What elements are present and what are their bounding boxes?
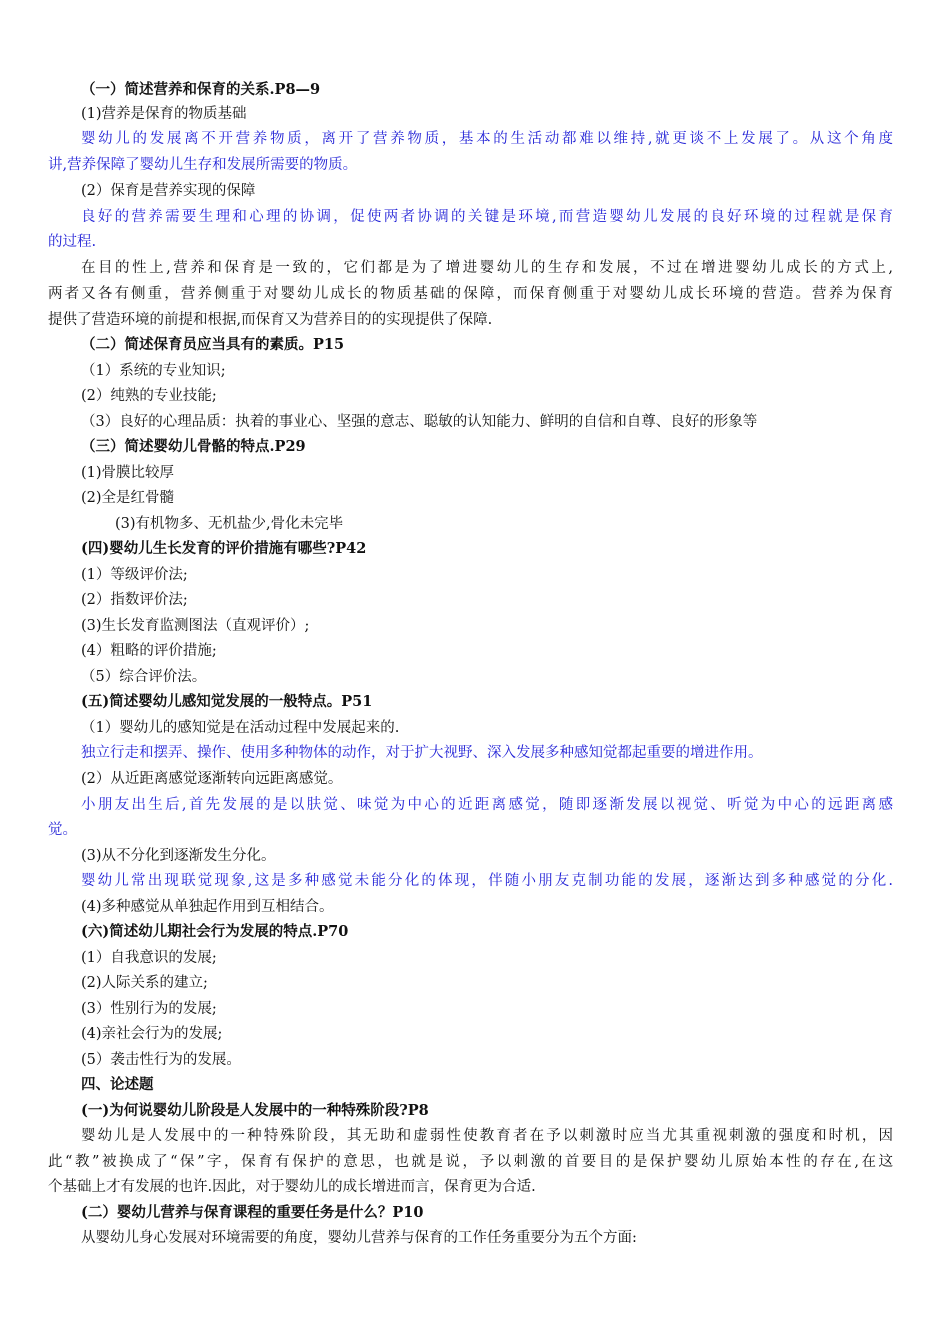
list-item: (4)亲社会行为的发展; — [81, 1026, 223, 1042]
list-item: (1)营养是保育的物质基础 — [81, 106, 247, 122]
list-item: (2）纯熟的专业技能; — [81, 388, 217, 404]
paragraph-line: 的过程. — [48, 234, 97, 250]
paragraph-line: 良好的营养需要生理和心理的协调，促使两者协调的关键是环境,而营造婴幼儿发展的良好环境的过程就是保育 — [81, 209, 893, 225]
list-item: (2)人际关系的建立; — [81, 975, 208, 991]
paragraph-line: 独立行走和摆弄、操作、使用多种物体的动作，对于扩大视野、深入发展多种感知觉都起重要的增进作用。 — [81, 745, 763, 761]
list-item: （5）综合评价法。 — [81, 669, 207, 685]
list-item: (4)多种感觉从单独起作用到互相结合。 — [81, 899, 334, 915]
list-item: （3）良好的心理品质：执着的事业心、坚强的意志、聪敏的认知能力、鲜明的自信和自尊、良好的形象等 — [81, 414, 758, 430]
list-item: (3)生长发育监测图法（直观评价）; — [81, 618, 310, 634]
section-heading-4: (四)婴幼儿生长发育的评价措施有哪些?P42 — [81, 540, 367, 557]
paragraph-line: 此“教”被换成了“保”字，保育有保护的意思，也就是说，予以刺激的首要目的是保护婴幼儿原始本性的存在,在这 — [48, 1154, 893, 1170]
list-item: （1）婴幼儿的感知觉是在活动过程中发展起来的. — [81, 720, 400, 736]
section-heading-7: (一)为何说婴幼儿阶段是人发展中的一种特殊阶段?P8 — [81, 1102, 429, 1119]
paragraph-line: 婴幼儿常出现联觉现象,这是多种感觉未能分化的体现，伴随小朋友克制功能的发展，逐渐达到多种感觉的分化. — [81, 873, 893, 889]
list-item: (1）自我意识的发展; — [81, 950, 217, 966]
paragraph-line: 小朋友出生后,首先发展的是以肤觉、味觉为中心的近距离感觉，随即逐渐发展以视觉、听觉为中心的远距离感 — [81, 797, 893, 813]
list-item: （1）系统的专业知识; — [81, 363, 226, 379]
paragraph-line: 在目的性上,营养和保育是一致的，它们都是为了增进婴幼儿的生存和发展，不过在增进婴幼儿成长的方式上, — [81, 260, 893, 276]
paragraph-line: 婴幼儿是人发展中的一种特殊阶段，其无助和虚弱性使教育者在予以刺激时应当尤其重视刺激的强度和时机，因 — [81, 1128, 893, 1144]
list-item: (3)有机物多、无机盐少,骨化未完毕 — [115, 516, 344, 532]
list-item: (2)全是红骨髓 — [81, 490, 175, 506]
list-item: (2）指数评价法; — [81, 592, 188, 608]
section-heading-6: (六)简述幼儿期社会行为发展的特点.P70 — [81, 923, 349, 940]
list-item: (1）等级评价法; — [81, 567, 188, 583]
list-item: (3)从不分化到逐渐发生分化。 — [81, 848, 276, 864]
list-item: (2）保育是营养实现的保障 — [81, 183, 256, 199]
paragraph-line: 两者又各有侧重，营养侧重于对婴幼儿成长的物质基础的保障，而保育侧重于对婴幼儿成长环境的营造。营养为保育 — [48, 286, 893, 302]
list-item: (5）袭击性行为的发展。 — [81, 1052, 241, 1068]
section-heading-5: (五)简述婴幼儿感知觉发展的一般特点。P51 — [81, 693, 373, 710]
section-heading-1: （一）简述营养和保育的关系.P8—9 — [81, 81, 321, 98]
list-item: (4）粗略的评价措施; — [81, 643, 217, 659]
paragraph-line: 婴幼儿的发展离不开营养物质，离开了营养物质，基本的生活动都难以维持,就更谈不上发展了。从这个角度 — [81, 131, 893, 147]
paragraph-line: 个基础上才有发展的也许.因此，对于婴幼儿的成长增进而言，保育更为合适. — [48, 1179, 536, 1195]
section-heading-2: （二）简述保育员应当具有的素质。P15 — [81, 336, 345, 353]
list-item: (2）从近距离感觉逐渐转向远距离感觉。 — [81, 771, 343, 787]
paragraph-line: 觉。 — [48, 822, 77, 838]
paragraph-line: 提供了营造环境的前提和根据,而保育又为营养目的的实现提供了保障. — [48, 312, 493, 328]
paragraph-line: 讲,营养保障了婴幼儿生存和发展所需要的物质。 — [48, 157, 358, 173]
list-item: (1)骨膜比较厚 — [81, 465, 175, 481]
list-item: (3）性别行为的发展; — [81, 1001, 217, 1017]
section-heading-3: （三）简述婴幼儿骨骼的特点.P29 — [81, 438, 306, 455]
section-heading-8: (二）婴幼儿营养与保育课程的重要任务是什么？P10 — [81, 1204, 424, 1221]
part-heading: 四、论述题 — [81, 1076, 154, 1093]
paragraph-line: 从婴幼儿身心发展对环境需要的角度，婴幼儿营养与保育的工作任务重要分为五个方面: — [81, 1230, 637, 1246]
